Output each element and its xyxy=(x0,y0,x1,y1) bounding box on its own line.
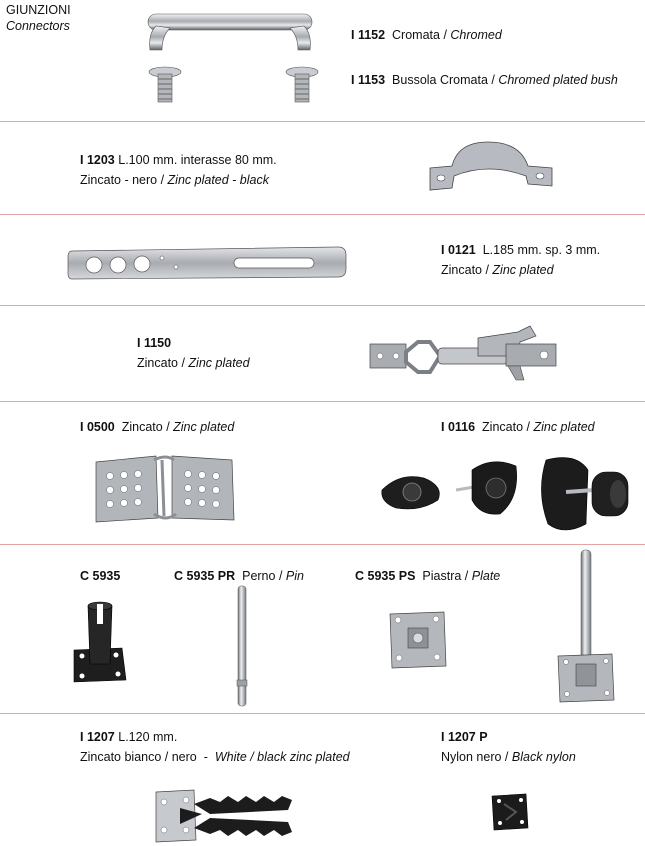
product-i1152: I 1152 Cromata / Chromed xyxy=(351,28,502,42)
serrated-connector-image xyxy=(150,784,296,844)
product-desc-en: Zinc plated - black xyxy=(167,173,269,187)
product-code: I 1207 P xyxy=(441,730,488,744)
row-divider xyxy=(0,214,645,215)
product-desc-it: Cromata xyxy=(392,28,440,42)
plate-image xyxy=(386,608,450,670)
product-dims: L.185 mm. sp. 3 mm. xyxy=(482,243,601,257)
product-code: I 0116 xyxy=(441,420,476,434)
product-desc-it: Nylon nero xyxy=(441,750,502,764)
row-divider xyxy=(0,713,645,714)
product-code: I 0121 xyxy=(441,243,476,257)
product-desc-en: Chromed xyxy=(450,28,502,42)
product-desc-it: Zincato xyxy=(121,420,163,434)
product-i0121: I 0121 L.185 mm. sp. 3 mm. Zincato / Zinc plated xyxy=(441,243,601,277)
product-desc-it: Perno xyxy=(242,569,276,583)
product-desc-en: Chromed plated bush xyxy=(498,73,618,87)
section-subtitle: Connectors xyxy=(6,19,70,33)
socket-plate-image xyxy=(70,594,130,686)
rotating-connector-image xyxy=(380,450,636,538)
product-desc-it: Zincato xyxy=(441,263,482,277)
row-divider xyxy=(0,121,645,122)
product-code: I 0500 xyxy=(80,420,115,434)
section-title: GIUNZIONI xyxy=(6,3,71,17)
product-code: C 5935 PR xyxy=(174,569,236,583)
product-code: I 1203 xyxy=(80,153,115,167)
product-desc-it: Zincato xyxy=(482,420,524,434)
row-divider xyxy=(0,305,645,306)
product-c5935ps: C 5935 PS Piastra / Plate xyxy=(355,569,501,583)
bracket-image xyxy=(428,138,554,196)
product-desc-en: Zinc plated xyxy=(492,263,554,277)
product-c5935 xyxy=(80,566,120,586)
product-i1207p: I 1207 P Nylon nero / Black nylon xyxy=(441,730,576,764)
product-desc-it: Piastra xyxy=(422,569,462,583)
product-i1153: I 1153 Bussola Cromata / Chromed plated bush xyxy=(351,73,618,87)
product-desc-en: White / black zinc plated xyxy=(214,750,350,764)
product-desc-en: Zinc plated xyxy=(533,420,595,434)
product-dims: L.100 mm. interasse 80 mm. xyxy=(118,153,277,167)
product-i0500: I 0500 Zincato / Zinc plated xyxy=(80,420,235,434)
product-code: I 1207 xyxy=(80,730,115,744)
product-i0116: I 0116 Zincato / Zinc plated xyxy=(441,420,595,434)
flat-bar-image xyxy=(68,243,348,283)
product-desc-en: Zinc plated xyxy=(173,420,235,434)
product-desc-it: Zincato bianco / nero xyxy=(80,750,197,764)
product-desc-it: Zincato xyxy=(137,356,178,370)
toggle-latch-image xyxy=(368,322,568,386)
hinge-plates-image xyxy=(92,452,238,528)
product-desc-en: Pin xyxy=(285,569,304,583)
handle-image xyxy=(140,12,320,52)
product-code: I 1150 xyxy=(137,336,172,350)
product-dims: L.120 mm. xyxy=(118,730,178,744)
catalog-header xyxy=(6,2,71,34)
product-desc-it: Zincato - nero xyxy=(80,173,158,187)
row-divider xyxy=(0,401,645,402)
product-code: C 5935 xyxy=(80,569,121,583)
row-divider xyxy=(0,544,645,545)
product-code: C 5935 PS xyxy=(355,569,416,583)
product-desc-it: Bussola Cromata xyxy=(392,73,488,87)
product-code: I 1153 xyxy=(351,73,386,87)
product-code: I 1152 xyxy=(351,28,386,42)
product-i1203: I 1203 L.100 mm. interasse 80 mm. Zincato - nero / Zinc plated - black xyxy=(80,153,277,187)
pin-image xyxy=(234,584,250,708)
pin-on-plate-image xyxy=(556,548,616,708)
product-desc-en: Plate xyxy=(471,569,501,583)
bush-image-left xyxy=(148,66,182,104)
nylon-plate-image xyxy=(488,790,532,834)
bush-image-right xyxy=(285,66,319,104)
product-i1150: I 1150 Zincato / Zinc plated xyxy=(137,336,250,370)
product-desc-en: Zinc plated xyxy=(188,356,250,370)
product-i1207: I 1207 L.120 mm. Zincato bianco / nero - White / black zinc plated xyxy=(80,730,350,764)
product-desc-en: Black nylon xyxy=(511,750,576,764)
product-c5935pr: C 5935 PR Perno / Pin xyxy=(174,569,304,583)
